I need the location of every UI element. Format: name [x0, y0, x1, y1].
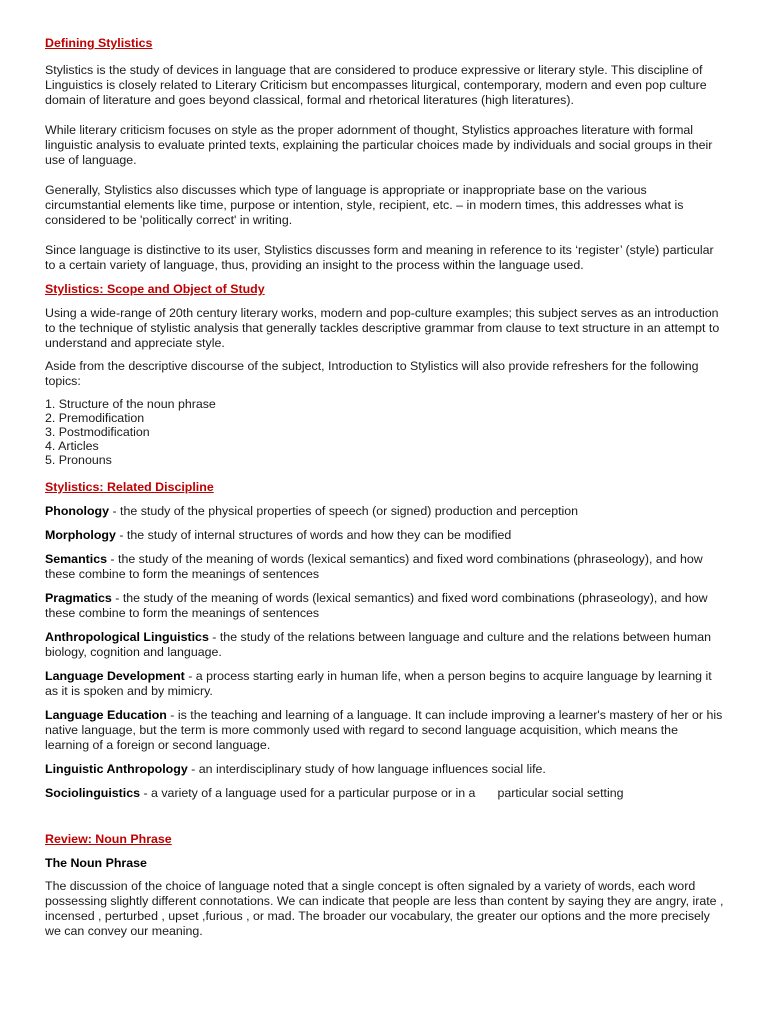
discipline-description: - the study of the physical properties of speech (or signed) production and perception [109, 504, 579, 518]
discipline-description: - a variety of a language used for a particular purpose or in a [140, 786, 476, 800]
topic-list [45, 397, 724, 467]
paragraph: The discussion of the choice of language noted that a single concept is often signaled by a variety of words, each word possessing slightly different connotations. We can indicate that people are less than content by saying they are angry, irate , incensed , perturbed , upset ,furious , or mad. The broader our vocabulary, the greater our options and the more precisely we can convey our meaning. [45, 879, 724, 938]
discipline-description: - is the teaching and learning of a language. It can include improving a learner's mastery of her or his native language, but the term is more commonly used with regard to second language acquisition, which means the learning of a foreign or second language. [45, 708, 723, 752]
discipline-item [45, 552, 724, 582]
discipline-description: - the study of internal structures of words and how they can be modified [115, 528, 512, 542]
discipline-item [45, 504, 724, 519]
discipline-term: Linguistic Anthropology [45, 762, 188, 776]
paragraph: Since language is distinctive to its user, Stylistics discusses form and meaning in reference to its ‘register’ (style) particular to a certain variety of language, thus, providing an insight to the process within the language used. [45, 243, 714, 272]
discipline-description: - the study of the relations between language and culture and the relations between human biology, cognition and language. [45, 630, 712, 659]
discipline-item [45, 528, 724, 543]
discipline-description: - an interdisciplinary study of how language influences social life. [187, 762, 546, 776]
discipline-term: Semantics [45, 552, 107, 566]
section-heading: Defining Stylistics [45, 36, 153, 50]
paragraph: Stylistics is the study of devices in language that are considered to produce expressive or literary style. This discipline of Linguistics is closely related to Literary Criticism but encompasses liturgical, contemporary, modern and even pop culture domain of literature and goes beyond classical, formal and rhetorical literatures (high literatures). [45, 63, 707, 107]
discipline-item [45, 762, 724, 777]
discipline-term: Pragmatics [45, 591, 112, 605]
paragraph: Using a wide-range of 20th century literary works, modern and pop-culture examples; this subject serves as an introduction to the technique of stylistic analysis that generally tackles descriptive grammar from clause to text structure in an attempt to understand and appreciate style. [45, 306, 720, 350]
discipline-term: Language Education [45, 708, 167, 722]
discipline-description-tail: particular social setting [497, 786, 624, 800]
subheading: The Noun Phrase [45, 856, 147, 870]
section-heading: Stylistics: Related Discipline [45, 480, 214, 494]
section-review-noun-phrase [45, 832, 724, 939]
discipline-item [45, 708, 724, 753]
discipline-term: Morphology [45, 528, 116, 542]
section-defining-stylistics [45, 36, 724, 273]
paragraph: Aside from the descriptive discourse of the subject, Introduction to Stylistics will also provide refreshers for the following topics: [45, 359, 699, 388]
section-heading: Review: Noun Phrase [45, 832, 172, 846]
section-heading: Stylistics: Scope and Object of Study [45, 282, 265, 296]
discipline-item [45, 669, 724, 699]
discipline-description: - the study of the meaning of words (lexical semantics) and fixed word combinations (phraseology), and how these combine to form the meanings of sentences [45, 591, 708, 620]
discipline-description: - a process starting early in human life, when a person begins to acquire language by learning it as it is spoken and by mimicry. [45, 669, 712, 698]
discipline-term: Phonology [45, 504, 110, 518]
paragraph: Generally, Stylistics also discusses which type of language is appropriate or inappropriate base on the various circumstantial elements like time, purpose or intention, style, recipient, etc. – in modern times, this addresses what is considered to be 'politically correct' in writing. [45, 183, 684, 227]
discipline-term: Sociolinguistics [45, 786, 141, 800]
list-item: 4. Articles [45, 439, 99, 453]
discipline-term: Anthropological Linguistics [45, 630, 209, 644]
list-item: 5. Pronouns [45, 453, 112, 467]
discipline-item [45, 591, 724, 621]
section-related-discipline [45, 480, 724, 801]
paragraph: While literary criticism focuses on style as the proper adornment of thought, Stylistics approaches literature with formal linguistic analysis to evaluate printed texts, explaining the particular choices made by individuals and social groups in their use of language. [45, 123, 713, 167]
section-scope-and-object [45, 282, 724, 467]
list-item: 1. Structure of the noun phrase [45, 397, 216, 411]
discipline-item [45, 786, 724, 801]
list-item: 2. Premodification [45, 411, 145, 425]
discipline-description: - the study of the meaning of words (lexical semantics) and fixed word combinations (phraseology), and how these combine to form the meanings of sentences [45, 552, 703, 581]
list-item: 3. Postmodification [45, 425, 150, 439]
discipline-item [45, 630, 724, 660]
discipline-term: Language Development [45, 669, 185, 683]
